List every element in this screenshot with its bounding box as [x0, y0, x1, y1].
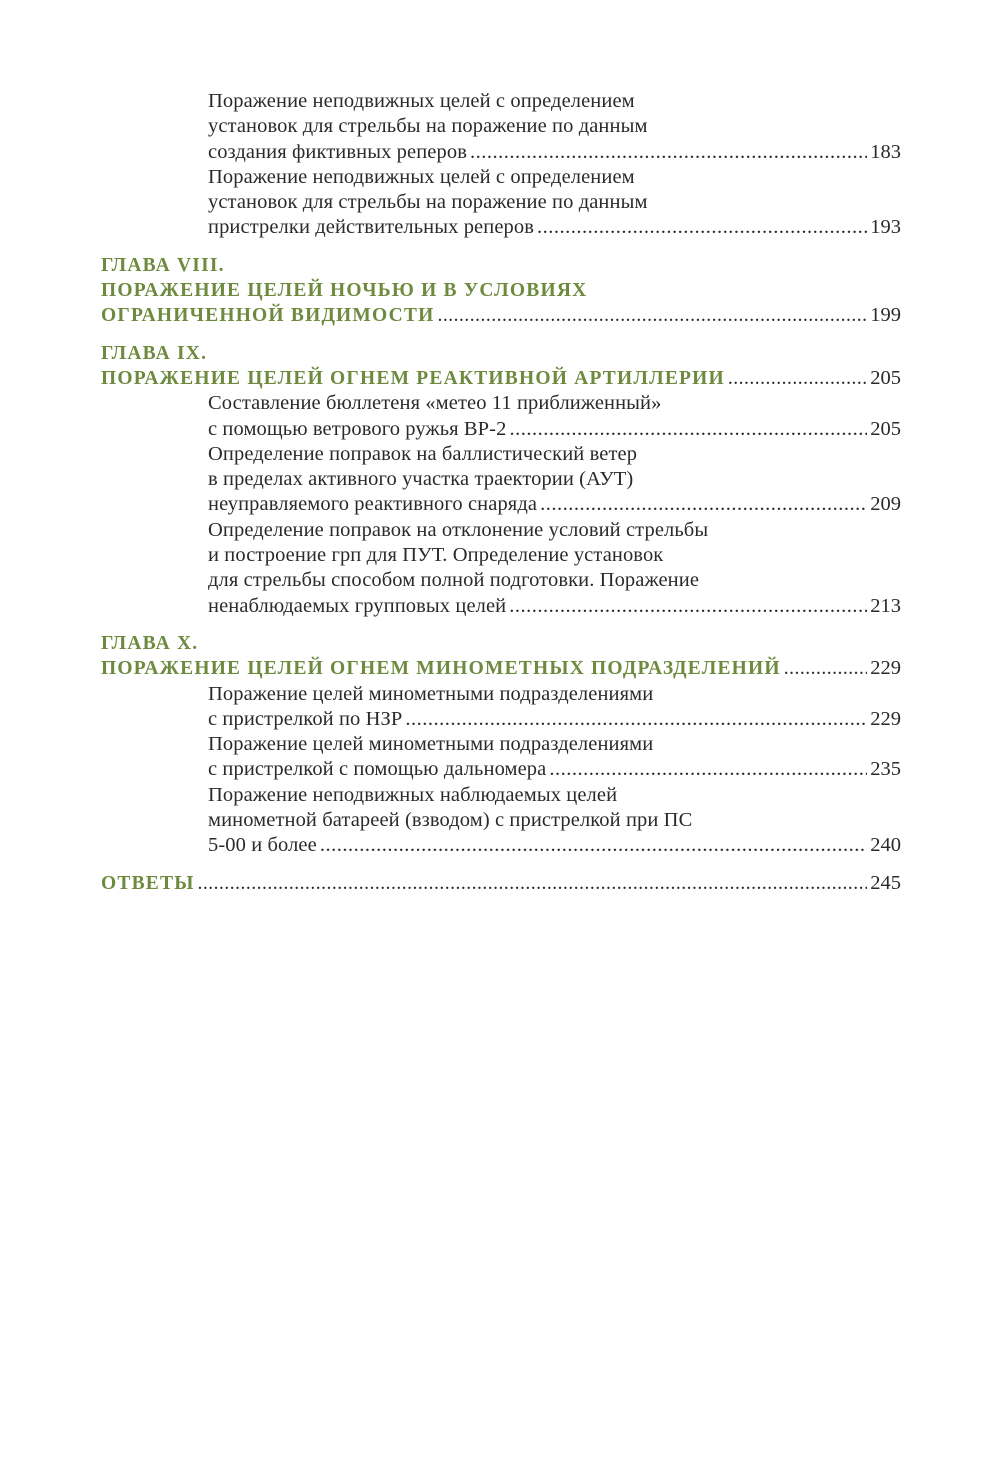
entry-final-line — [208, 757, 901, 782]
page-number: 209 — [870, 493, 901, 516]
entry-title-line: для стрельбы способом полной подготовки. Поражение — [208, 569, 700, 592]
entry-final-line — [208, 707, 901, 732]
entry-final-line — [208, 833, 901, 858]
entry-title-line: пристрелки действительных реперов — [208, 216, 534, 239]
toc-section-entry[interactable] — [208, 518, 901, 619]
entry-final-line — [208, 215, 901, 240]
entry-title-line: и построение грп для ПУТ. Определение установок — [208, 544, 664, 567]
toc-section-entry[interactable] — [208, 783, 901, 859]
entry-title-line: ПОРАЖЕНИЕ ЦЕЛЕЙ ОГНЕМ РЕАКТИВНОЙ АРТИЛЛЕРИИ — [101, 367, 725, 389]
entry-title-line: Поражение целей минометными подразделениями — [208, 733, 654, 756]
page-number: 229 — [870, 707, 901, 730]
entry-title-line: создания фиктивных реперов — [208, 140, 467, 163]
dot-leader — [198, 871, 868, 896]
page-number: 213 — [870, 594, 901, 617]
entry-title-line: Определение поправок на отклонение условий стрельбы — [208, 518, 709, 541]
entry-final-line — [101, 871, 901, 896]
dot-leader — [549, 757, 867, 782]
chapter-number: ГЛАВА IX. — [101, 342, 208, 364]
entry-final-line — [101, 303, 901, 328]
page-number: 199 — [870, 304, 901, 327]
entry-title-line: с помощью ветрового ружья ВР-2 — [208, 417, 507, 440]
entry-title-line: ОГРАНИЧЕННОЙ ВИДИМОСТИ — [101, 305, 435, 327]
dot-leader — [728, 366, 867, 391]
toc-section-entry[interactable] — [208, 732, 901, 783]
toc-section-entry[interactable] — [208, 442, 901, 518]
table-of-contents — [101, 89, 901, 896]
entry-title-line: ненаблюдаемых групповых целей — [208, 594, 507, 617]
toc-chapter-entry[interactable] — [101, 341, 901, 392]
page-number: 205 — [870, 417, 901, 440]
page-number: 235 — [870, 758, 901, 781]
entry-title-line: с пристрелкой по НЗР — [208, 707, 403, 730]
entry-title-line: минометной батареей (взводом) с пристрелкой при ПС — [208, 809, 693, 832]
entry-final-line — [208, 492, 901, 517]
chapter-number: ГЛАВА X. — [101, 632, 199, 654]
dot-leader — [438, 303, 868, 328]
entry-final-line — [208, 140, 901, 165]
page-number: 229 — [870, 657, 901, 680]
entry-title-line: в пределах активного участка траектории (АУТ) — [208, 468, 634, 491]
entry-final-line — [208, 417, 901, 442]
entry-title-line: ПОРАЖЕНИЕ ЦЕЛЕЙ НОЧЬЮ И В УСЛОВИЯХ — [101, 280, 588, 302]
page-number: 183 — [870, 140, 901, 163]
dot-leader — [405, 707, 867, 732]
page-number: 193 — [870, 216, 901, 239]
page-number: 245 — [870, 871, 901, 894]
entry-title-line: установок для стрельбы на поражение по данным — [208, 115, 648, 138]
entry-title-line: Составление бюллетеня «метео 11 приближенный» — [208, 392, 662, 415]
entry-title-line: Поражение неподвижных целей с определением — [208, 90, 635, 112]
entry-final-line — [101, 656, 901, 681]
toc-section-entry[interactable] — [208, 165, 901, 241]
entry-title-line: ПОРАЖЕНИЕ ЦЕЛЕЙ ОГНЕМ МИНОМЕТНЫХ ПОДРАЗДЕЛЕНИЙ — [101, 658, 781, 680]
entry-title-line: ОТВЕТЫ — [101, 872, 195, 894]
entry-title-line: неуправляемого реактивного снаряда — [208, 493, 538, 516]
toc-section-entry[interactable] — [208, 682, 901, 733]
entry-final-line — [101, 366, 901, 391]
entry-title-line: Поражение неподвижных наблюдаемых целей — [208, 783, 618, 806]
entry-title-line: установок для стрельбы на поражение по данным — [208, 191, 648, 214]
chapter-number: ГЛАВА VIII. — [101, 254, 225, 276]
entry-title-line: с пристрелкой с помощью дальномера — [208, 758, 547, 781]
page-number: 205 — [870, 366, 901, 389]
entry-title-line: Определение поправок на баллистический ветер — [208, 442, 638, 465]
dot-leader — [537, 215, 867, 240]
dot-leader — [470, 140, 867, 165]
toc-chapter-entry[interactable] — [101, 253, 901, 329]
dot-leader — [509, 594, 867, 619]
dot-leader — [540, 492, 867, 517]
dot-leader — [509, 417, 867, 442]
entry-title-line: Поражение целей минометными подразделениями — [208, 682, 654, 705]
toc-section-entry[interactable] — [208, 391, 901, 442]
toc-chapter-entry[interactable] — [101, 631, 901, 682]
toc-section-entry[interactable] — [208, 89, 901, 165]
entry-title-line: Поражение неподвижных целей с определением — [208, 165, 635, 188]
entry-title-line: 5-00 и более — [208, 834, 317, 857]
dot-leader — [784, 656, 867, 681]
entry-final-line — [208, 594, 901, 619]
dot-leader — [320, 833, 867, 858]
toc-chapter-entry[interactable] — [101, 871, 901, 896]
page-number: 240 — [870, 834, 901, 857]
